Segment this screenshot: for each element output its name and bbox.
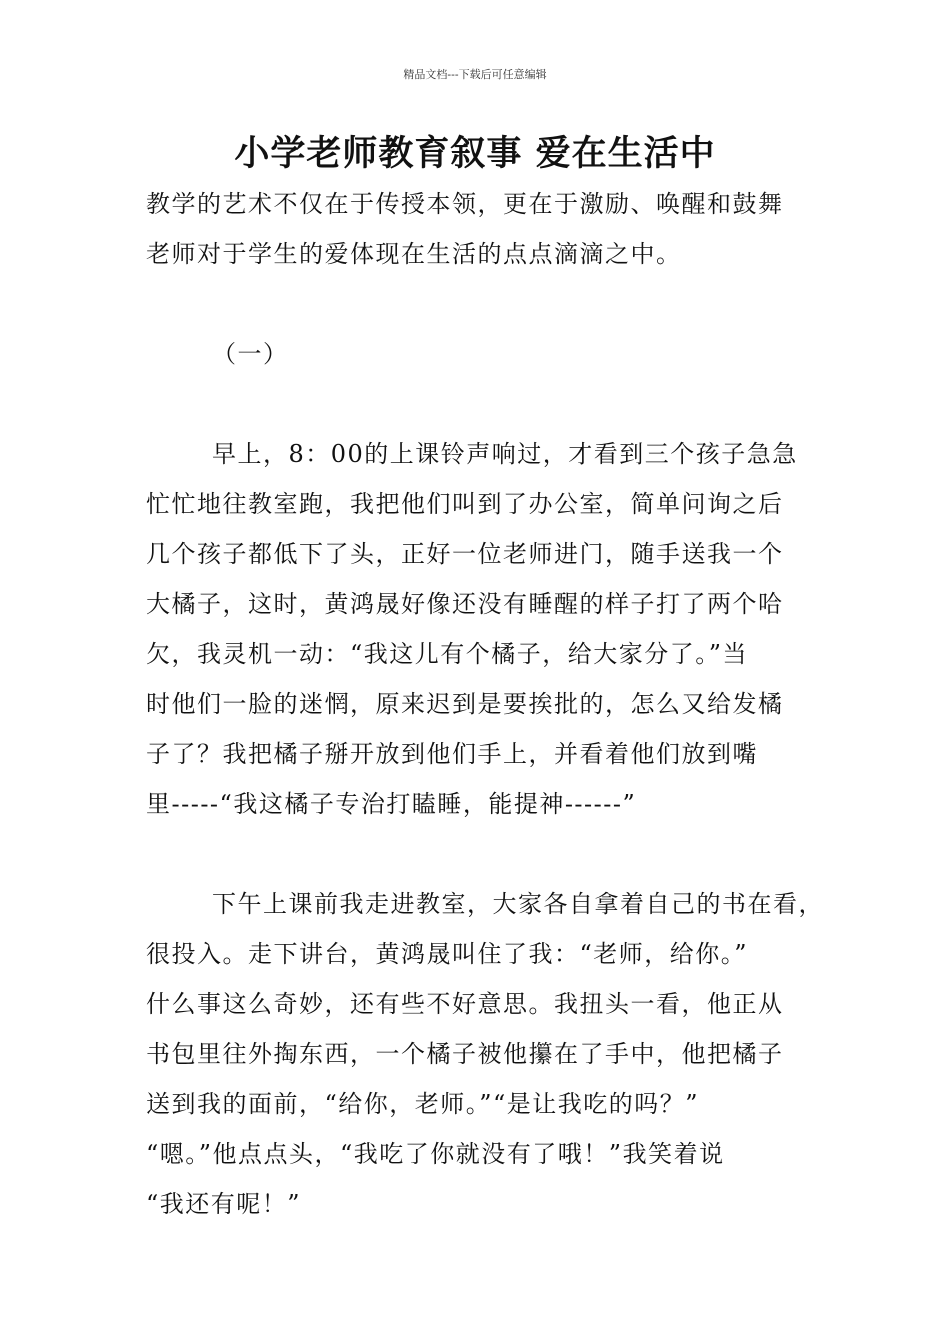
- header-note: 精品文档---下载后可任意编辑: [403, 68, 547, 81]
- paragraph-line: 时他们一脸的迷惘，原来迟到是要挨批的，怎么又给发橘: [146, 690, 784, 718]
- intro-line: 教学的艺术不仅在于传授本领，更在于激励、唤醒和鼓舞: [146, 190, 784, 218]
- paragraph-line: 大橘子，这时，黄鸿晟好像还没有睡醒的样子打了两个哈: [146, 590, 784, 618]
- paragraph-line: 几个孩子都低下了头，正好一位老师进门，随手送我一个: [146, 540, 784, 568]
- paragraph-line: 欠，我灵机一动：“我这儿有个橘子，给大家分了。”当: [146, 640, 749, 668]
- paragraph-line: 忙忙地往教室跑，我把他们叫到了办公室，简单问询之后: [146, 490, 784, 518]
- paragraph-line: 里-----“我这橘子专治打瞌睡，能提神------”: [146, 790, 637, 818]
- document-title: 小学老师教育叙事 爱在生活中: [234, 134, 716, 174]
- paragraph-line: 早上，8：00的上课铃声响过，才看到三个孩子急急: [212, 440, 798, 468]
- intro-line: 老师对于学生的爱体现在生活的点点滴滴之中。: [146, 240, 682, 268]
- paragraph-line: 什么事这么奇妙，还有些不好意思。我扭头一看，他正从: [146, 990, 784, 1018]
- paragraph-line: “我还有呢！”: [146, 1190, 302, 1218]
- paragraph-line: 子了？我把橘子掰开放到他们手上，并看着他们放到嘴: [146, 740, 758, 768]
- section-marker: （一）: [212, 340, 289, 368]
- paragraph-line: 书包里往外掏东西，一个橘子被他攥在了手中，他把橘子: [146, 1040, 784, 1068]
- paragraph-line: 下午上课前我走进教室，大家各自拿着自己的书在看，: [212, 890, 824, 918]
- paragraph-line: 很投入。走下讲台，黄鸿晟叫住了我：“老师，给你。”: [146, 940, 749, 968]
- paragraph-line: 送到我的面前，“给你，老师。”“是让我吃的吗？”: [146, 1090, 700, 1118]
- paragraph-line: “嗯。”他点点头，“我吃了你就没有了哦！”我笑着说: [146, 1140, 725, 1168]
